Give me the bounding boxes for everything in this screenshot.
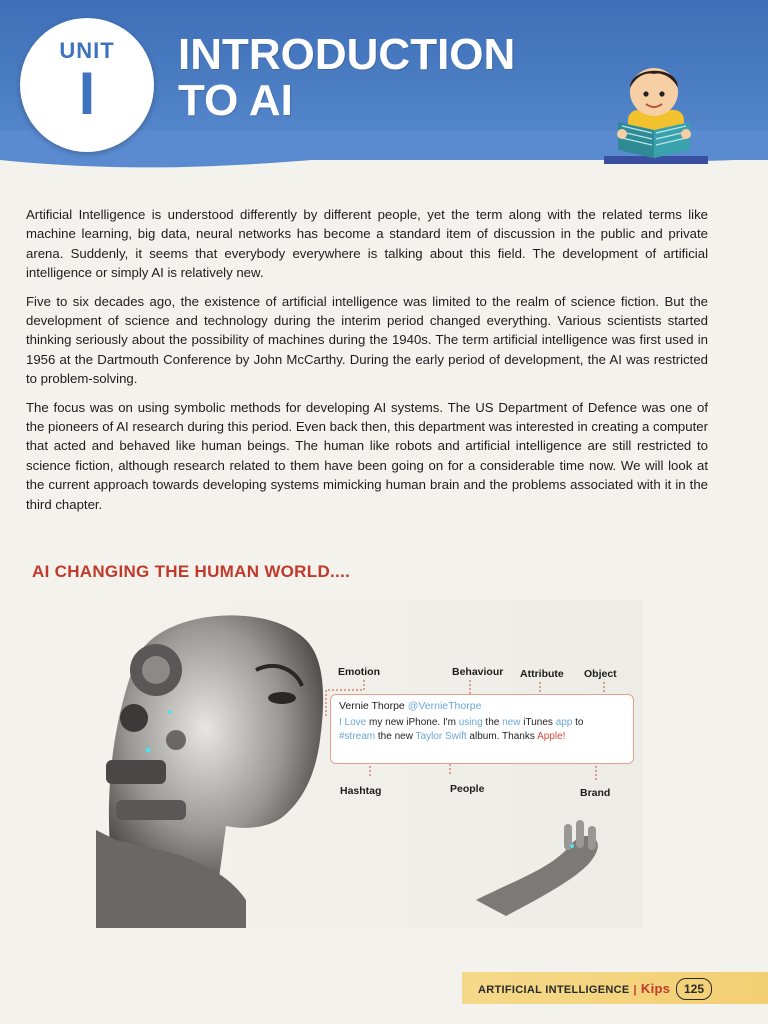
tweet-brand: Apple!	[537, 731, 566, 742]
label-attribute: Attribute	[520, 668, 564, 680]
tweet-line-2	[339, 730, 625, 744]
tweet-text: to	[572, 717, 584, 728]
tweet-artist: Taylor Swift	[415, 731, 467, 742]
label-people: People	[450, 783, 485, 795]
tweet-text: my new iPhone. I'm	[366, 717, 459, 728]
label-hashtag: Hashtag	[340, 785, 382, 797]
tweet-word-love: I Love	[339, 717, 367, 728]
body-text	[26, 205, 708, 523]
paragraph-1: Artificial Intelligence is understood differently by different people, yet the term along with the related terms like machine learning, big data, neural networks has become a standard item of discussion in the public and private arena. Suddenly, it seems that everybody everywhere is talking about this field. The development of artificial intelligence or simply AI is relatively new.	[26, 207, 708, 281]
tweet-word-app: app	[555, 717, 573, 728]
tweet-example	[330, 694, 634, 764]
label-object: Object	[584, 668, 617, 680]
footer-publisher: Kips	[640, 981, 671, 996]
unit-badge	[20, 18, 154, 152]
footer-text	[478, 981, 670, 996]
title-line-2: TO AI	[178, 76, 293, 125]
unit-number: I	[78, 60, 96, 127]
tweet-hashtag: #stream	[339, 731, 376, 742]
paragraph-2: Five to six decades ago, the existence of artificial intelligence was limited to the realm of science fiction. But the development of science and technology during the interim period changed everything. Various scientists started thinking seriously about the possibility of machines during the 1940s. The term artificial intelligence was first used in 1956 at the Dartmouth Conference by John McCarthy. During the early period of development, the AI was restricted to problem-solving.	[26, 293, 708, 387]
label-brand: Brand	[580, 787, 611, 799]
tweet-word-new: new	[502, 717, 521, 728]
tweet-text: album. Thanks	[466, 731, 538, 742]
label-emotion: Emotion	[338, 666, 380, 678]
tweet-text: the	[482, 717, 503, 728]
reading-child-illustration	[600, 58, 710, 182]
tweet-text: iTunes	[520, 717, 556, 728]
footer-book-title: ARTIFICIAL INTELLIGENCE	[478, 984, 630, 996]
tweet-text: the new	[375, 731, 416, 742]
unit-label: UNIT	[59, 38, 115, 63]
title-line-1: INTRODUCTION	[178, 30, 516, 79]
page-title	[178, 32, 515, 124]
label-behaviour: Behaviour	[452, 666, 504, 678]
paragraph-3: The focus was on using symbolic methods for developing AI systems. The US Department of Defence was one of the pioneers of AI research during this period. Even back then, this department was interested in creating a computer that acted and behaved like human beings. The human like robots and artificial intelligence are still restricted to science fiction, although research related to them have been going on for a considerable time now. We will look at the current approach towards developing systems mimicking human brain and the problems associated with it in the third chapter.	[26, 399, 708, 512]
page-number: 125	[676, 978, 712, 1000]
footer-separator: |	[633, 984, 637, 996]
section-heading: AI CHANGING THE HUMAN WORLD....	[32, 562, 351, 581]
tweet-word-using: using	[458, 717, 483, 728]
tweet-handle: @VernieThorpe	[407, 700, 482, 712]
tweet-line-1	[339, 716, 625, 730]
tweet-header	[339, 700, 625, 712]
tweet-author: Vernie Thorpe	[339, 700, 405, 712]
